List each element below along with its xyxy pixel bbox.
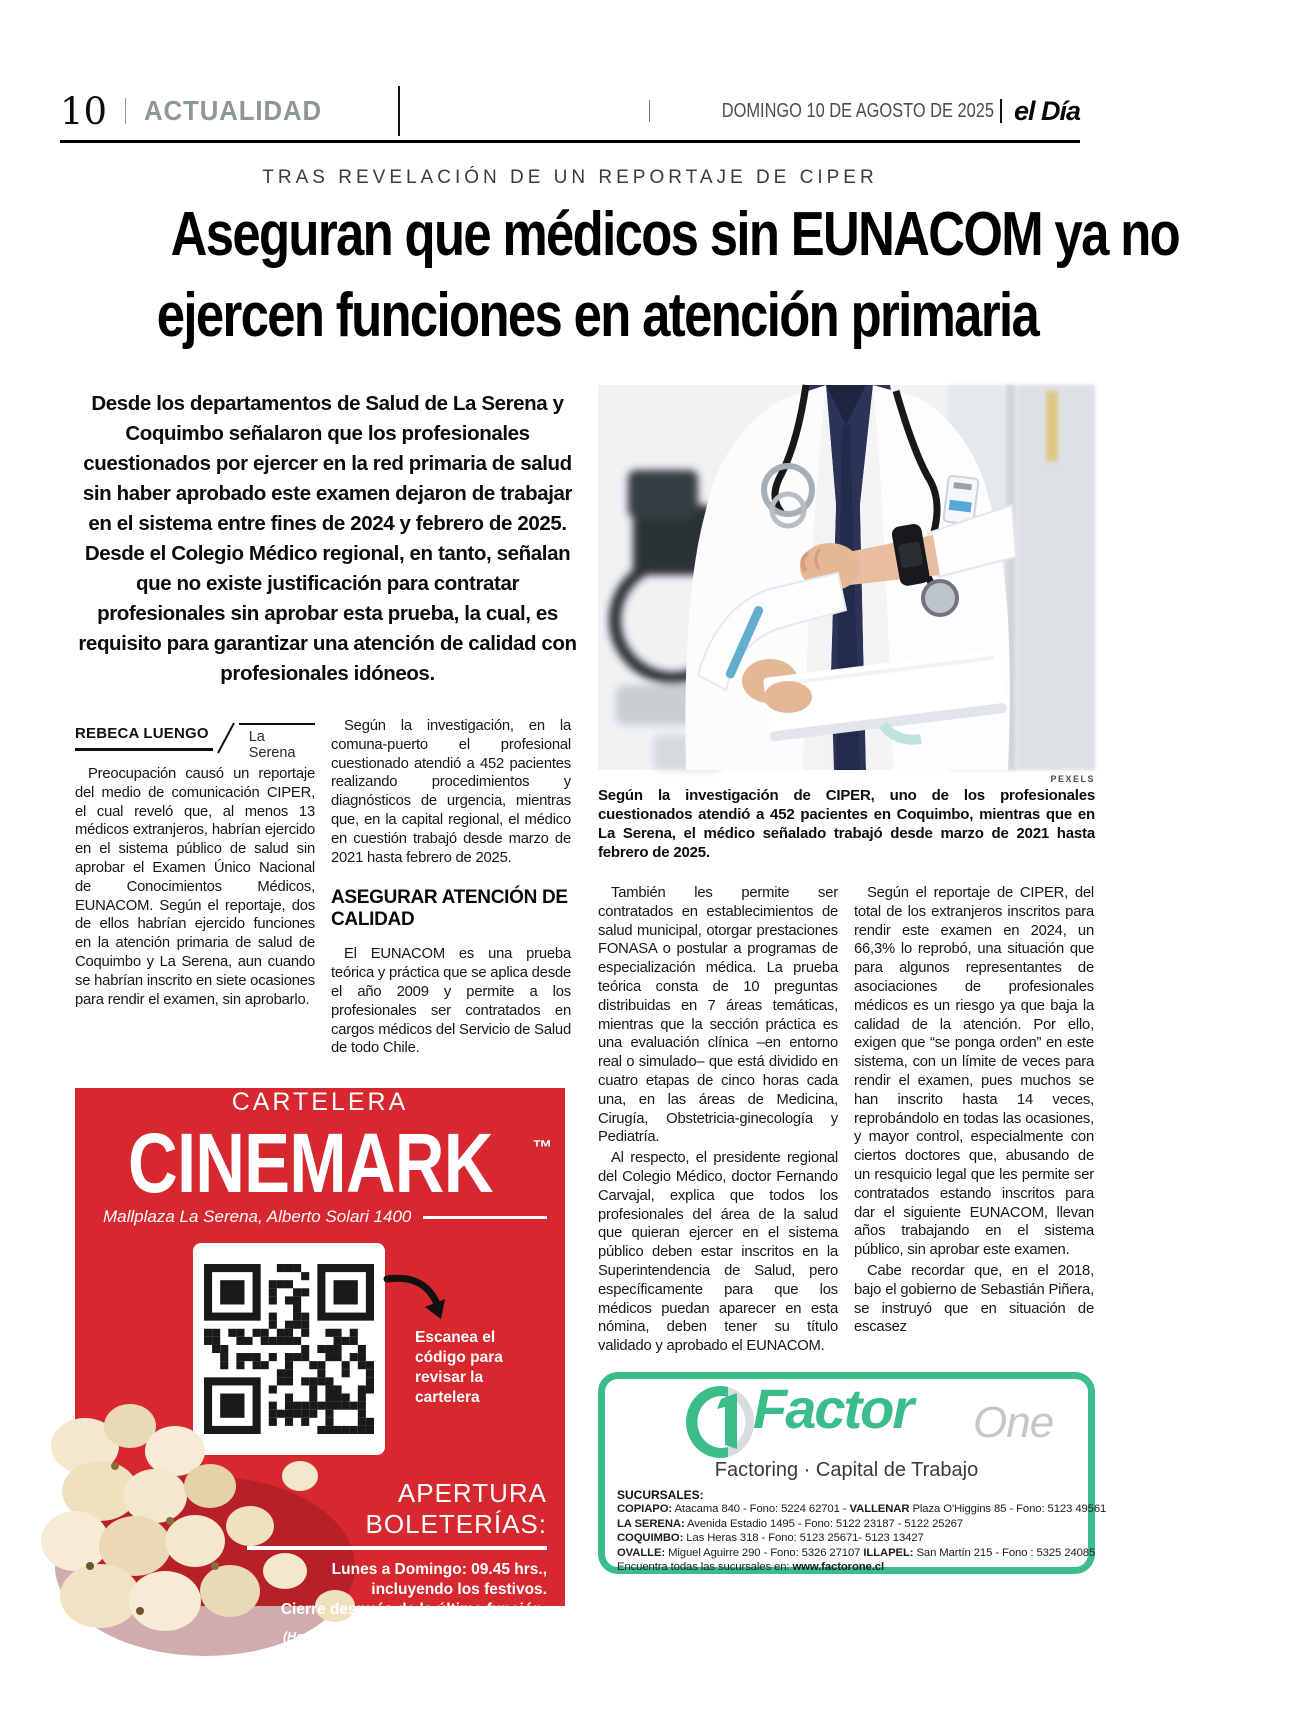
text-column-1 [75,717,315,1060]
article-kicker: TRAS REVELACIÓN DE UN REPORTAJE DE CIPER [262,167,878,188]
cinemark-cartelera-label: CARTELERA [231,1088,409,1117]
page-number: 10 [60,89,108,133]
section-title: ACTUALIDAD [144,95,323,126]
trademark-symbol: ™ [532,1137,553,1160]
factorone-logo [605,1376,1088,1465]
article-body [75,385,1107,1721]
ticket-hours-line1: Lunes a Domingo: 09.45 hrs., incluyendo los festivos. [331,1561,547,1599]
factorone-branches[interactable]: COPIAPO: Atacama 840 - Fono: 5224 62701 - VALLENAR Plaza O'Higgins 85 - Fono: 5123 49561 LA SERENA: Avenida Estadio 1495 - Fono: 5122 23187 - 5122 25267 COQUIMBO: Las Heras 318 - Fono: 5123 25671- 5123 13427 OVALLE: Miguel Aguirre 290 - Fono: 5326 27107 ILLAPEL: San Martín 215 - Fono : 5325 24085 Encuentra todas las sucursales en: www.factorone.cl [617,1502,1107,1574]
header-vertical-rule [398,86,400,136]
cinemark-address-row [103,1207,547,1227]
header-rule [60,140,1080,143]
text-column-2 [331,717,571,1060]
address-rule [423,1216,547,1219]
paragraph: Según la investigación, en la comuna-puerto el profesional cuestionado atendió a 452 pacientes realizando procedimientos y diagnósticos de urgencia, mientras que, en la capital regional, el médico en cuestión trabajó desde marzo de 2021 hasta febrero de 2025. [331,718,571,866]
article-headline [60,199,1180,361]
ticket-hours-note: (Horarios de trasnoches e refiere a todas las películas que comiencen después de las 23.00 hrs.) [271,1630,547,1675]
subheading: ASEGURAR ATENCIÓN DE CALIDAD [331,887,568,931]
date-divider [649,100,650,122]
paragraph: Preocupación causó un reportaje del medio de comunicación CIPER, el cual reveló que, al menos 13 médicos extranjeros, habrían ejercido en el sistema público de salud sin aprobar el Examen Único Nacional de Conocimientos Médicos, EUNACOM. Según el reportaje, dos de ellos habrían ejercido funciones en la atención primaria de salud de Coquimbo y La Serena, aun cuando se habrían inscrito en siete ocasiones para rendir el examen, sin aprobarlo. [75,766,315,1008]
article-photo-figure [598,385,1095,862]
ticket-hours-block [247,1478,547,1721]
cinemark-brand-row [75,1116,565,1211]
headline-line-1: Aseguran que médicos sin EUNACOM ya no [170,200,1180,269]
factorone-tagline: Factoring · Capital de Trabajo [714,1458,979,1481]
text-columns-right [598,884,1095,1358]
masthead-divider [1000,99,1002,123]
paragraph: Según el reportaje de CIPER, del total de los extranjeros inscritos para rendir este examen en 2024, un 66,3% lo reprobó, una situación que para algunos representantes de asociaciones de profesionales médicos es un riesgo ya que baja la calidad de la atención. Por ello, exigen que “se ponga orden” en este sistema, con un límite de veces para rendir el examen, pues muchos se han inscrito hasta 14 veces, reprobándolo en todas las ocasiones, y mayor control, especialmente con ciertos doctores que, abusando de un resquicio legal que les permite ser contratados estando inscritos para dar el siguiente EUNACOM, llevan años trabajando en el sistema público, sin aprobar este examen. [854,885,1094,1259]
factorone-branches-block [617,1487,1107,1575]
page-header [60,86,1080,136]
doctor-photo [598,385,1095,770]
factorone-brand-factor: Factor [753,1376,913,1440]
factorone-brand-one: One [973,1397,1054,1447]
doctor-photo-illustration [598,385,1095,770]
ticket-hours-line2: Cierre después de la última función. [280,1601,547,1619]
paragraph: El EUNACOM es una prueba teórica y práctica que se aplica desde el año 2009 y permite a los profesionales ser contratados en cargos médicos del Servicio de Salud de todo Chile. [331,946,571,1057]
cinemark-logo: CINEMARK [127,1116,493,1211]
header-divider [125,98,126,124]
masthead-logo: el Día [1013,95,1080,126]
byline [75,717,315,761]
header-right [637,96,1080,127]
right-column-group [598,385,1107,1606]
paragraph: Al respecto, el presidente regional del Colegio Médico, doctor Fernando Carvajal, explica que todos los profesionales del área de la salud que quieran ejercer en el sistema público deben estar inscritos en la Superintendencia de Salud, pero específicamente para que los médicos puedan aparecer en esta nómina, deben tener su título validado y aprobado el EUNACOM. [598,1150,838,1355]
byline-author: REBECA LUENGO [75,717,213,751]
factorone-ad [598,1372,1107,1574]
paragraph: Cabe recordar que, en el 2018, bajo el gobierno de Sebastián Piñera, se instruyó que en situación de escasez [854,1262,1094,1336]
text-column-4 [854,884,1094,1358]
byline-slash-divider [213,717,239,751]
edition-date: DOMINGO 10 DE AGOSTO DE 2025 [721,99,994,122]
ticket-hours-title: APERTURA BOLETERÍAS: [247,1478,547,1550]
photo-caption: Según la investigación de CIPER, uno de los profesionales cuestionados atendió a 452 pacientes en Coquimbo, mientras que en La Serena, el médico señalado trabajó desde marzo de 2021 hasta febrero de 2025. [598,787,1095,861]
arrow-icon [385,1273,455,1333]
cinemark-ad [75,1088,565,1721]
photo-credit: PEXELS [1050,774,1095,784]
left-column-group [75,385,580,1721]
headline-line-2: ejercen funciones en atención primaria [156,281,1039,350]
ticket-hours-disclaimer: *Los horarios esta sujetos a modificación. [340,1685,547,1721]
lead-paragraph: Desde los departamentos de Salud de La Serena y Coquimbo señalaron que los profesionales cuestionados por ejercer en la red primaria de salud sin haber aprobado este examen dejaron de trabajar en el sistema entre fines de 2024 y febrero de 2025. Desde el Colegio Médico regional, en tanto, señalan que no existe justificación para contratar profesionales sin aprobar esta prueba, la cual, es requisito para garantizar una atención de calidad con profesionales idóneos. [78,392,577,685]
sucursales-label: SUCURSALES: [617,1487,704,1502]
qr-scan-hint: Escanea el código para revisar la cartelera [415,1329,503,1407]
byline-location: La Serena [239,723,315,751]
text-column-3 [598,884,838,1358]
paragraph: También les permite ser contratados en establecimientos de salud municipal, otorgar prestaciones FONASA o postular a programas de especialización médica. La prueba teórica consta de 10 preguntas distribuidas en 7 áreas temáticas, mientras que la sección práctica es una evaluación clínica –en entorno real o simulado– que está dividido en cuatro etapas de cinco horas cada una, en las áreas de Medicina, Cirugía, Obstetricia-ginecología y Pediatría. [598,885,838,1146]
cinemark-address: Mallplaza La Serena, Alberto Solari 1400 [103,1207,412,1227]
text-columns-left [75,717,580,1060]
